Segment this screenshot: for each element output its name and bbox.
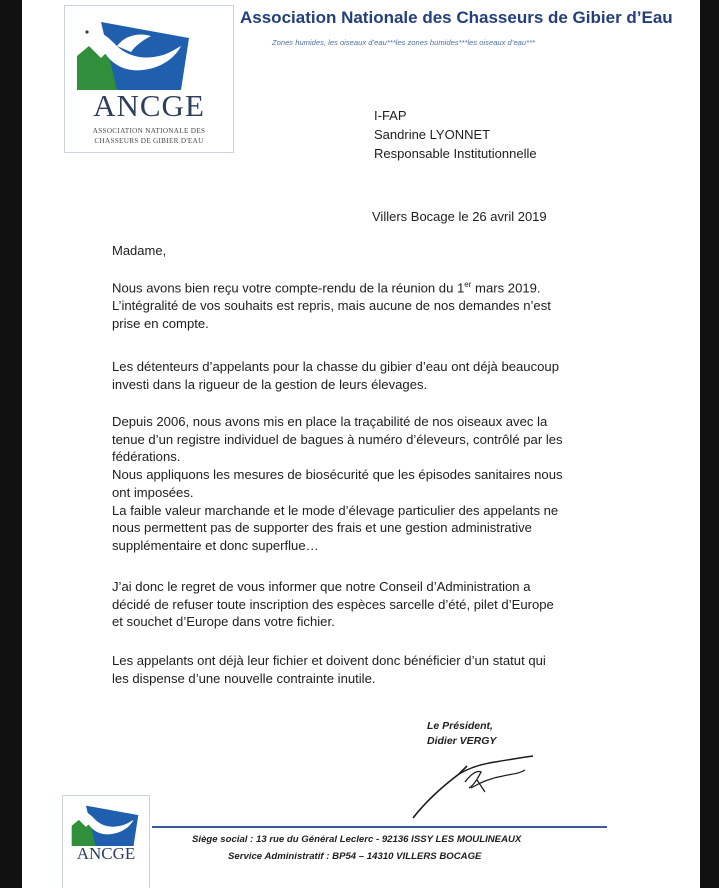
letter-page xyxy=(22,0,700,888)
bird-logo-icon xyxy=(77,16,189,90)
line-text: mars 2019. xyxy=(471,280,541,296)
paragraph-3 xyxy=(112,413,644,555)
recipient-name: Sandrine LYONNET xyxy=(374,127,491,142)
salutation: Madame, xyxy=(112,243,167,258)
signatory-name: Didier VERGY xyxy=(427,735,497,747)
paragraph-2 xyxy=(112,358,644,393)
association-tagline: Zones humides, les oiseaux d’eau***les zones humides***les oiseaux d’eau*** xyxy=(272,38,535,47)
signatory-title: Le Président, xyxy=(427,720,493,732)
paragraph-line: Nous appliquons les mesures de biosécurité que les épisodes sanitaires nous xyxy=(112,467,563,483)
footer-divider xyxy=(152,826,607,828)
footer-logo-acronym: ANCGE xyxy=(76,844,136,863)
logo-acronym: ANCGE xyxy=(93,88,205,123)
ancge-logo xyxy=(64,5,234,153)
paragraph-line: Les appelants ont déjà leur fichier et doivent donc bénéficier d’un statut qui xyxy=(112,653,546,668)
paragraph-line: tenue d’un registre individuel de bagues à numéro d’éleveurs, contrôlé par les xyxy=(112,431,563,447)
ordinal-superscript: er xyxy=(464,280,472,289)
paragraph-line: nous permettent pas de supporter des frais et une gestion administrative xyxy=(112,520,532,536)
paragraph-line: Depuis 2006, nous avons mis en place la traçabilité de nos oiseaux avec la xyxy=(112,414,548,429)
paragraph-line: investi dans la rigueur de la gestion de leurs élevages. xyxy=(112,376,428,392)
recipient-organization: I-FAP xyxy=(374,108,407,123)
place-date: Villers Bocage le 26 avril 2019 xyxy=(372,209,547,224)
paragraph-line: L’intégralité de vos souhaits est repris, mais aucune de nos demandes n’est xyxy=(112,298,551,314)
association-title: Association Nationale des Chasseurs de Gibier d’Eau xyxy=(240,8,673,27)
paragraph-line: fédérations. xyxy=(112,449,181,465)
logo-subtitle-line: CHASSEURS DE GIBIER D'EAU xyxy=(94,137,204,145)
paragraph-4 xyxy=(112,578,644,631)
recipient-role: Responsable Institutionnelle xyxy=(374,146,537,161)
signature-block xyxy=(427,719,496,749)
line-text: Nous avons bien reçu votre compte-rendu de la réunion du 1 xyxy=(112,280,465,296)
recipient-block xyxy=(374,106,537,163)
paragraph-line: La faible valeur marchande et le mode d’élevage particulier des appelants ne xyxy=(112,502,559,518)
paragraph-5 xyxy=(112,652,644,687)
footer-service: Service Administratif : BP54 – 14310 VILLERS BOCAGE xyxy=(228,851,482,862)
paragraph-line: les dispense d’une nouvelle contrainte inutile. xyxy=(112,670,376,686)
paragraph-line: Les détenteurs d’appelants pour la chasse du gibier d’eau ont déjà beaucoup xyxy=(112,359,559,374)
paragraph-line: ont imposées. xyxy=(112,484,194,500)
paragraph-1 xyxy=(112,276,644,332)
paragraph-line: prise en compte. xyxy=(112,315,209,331)
paragraph-line: supplémentaire et donc superflue… xyxy=(112,537,319,553)
footer-bird-logo-icon xyxy=(67,802,143,846)
handwritten-signature xyxy=(407,752,537,824)
footer-logo xyxy=(62,795,150,888)
paragraph-line: et souchet d’Europe dans votre fichier. xyxy=(112,614,335,630)
logo-subtitle-line: ASSOCIATION NATIONALE DES xyxy=(92,127,206,135)
paragraph-line xyxy=(112,276,644,297)
paragraph-line: J’ai donc le regret de vous informer que notre Conseil d’Administration a xyxy=(112,579,531,594)
paragraph-line: décidé de refuser toute inscription des espèces sarcelle d’été, pilet d’Europe xyxy=(112,596,554,612)
footer-address: Siège social : 13 rue du Général Leclerc - 92136 ISSY LES MOULINEAUX xyxy=(192,834,522,845)
logo-subtitle xyxy=(65,126,233,146)
